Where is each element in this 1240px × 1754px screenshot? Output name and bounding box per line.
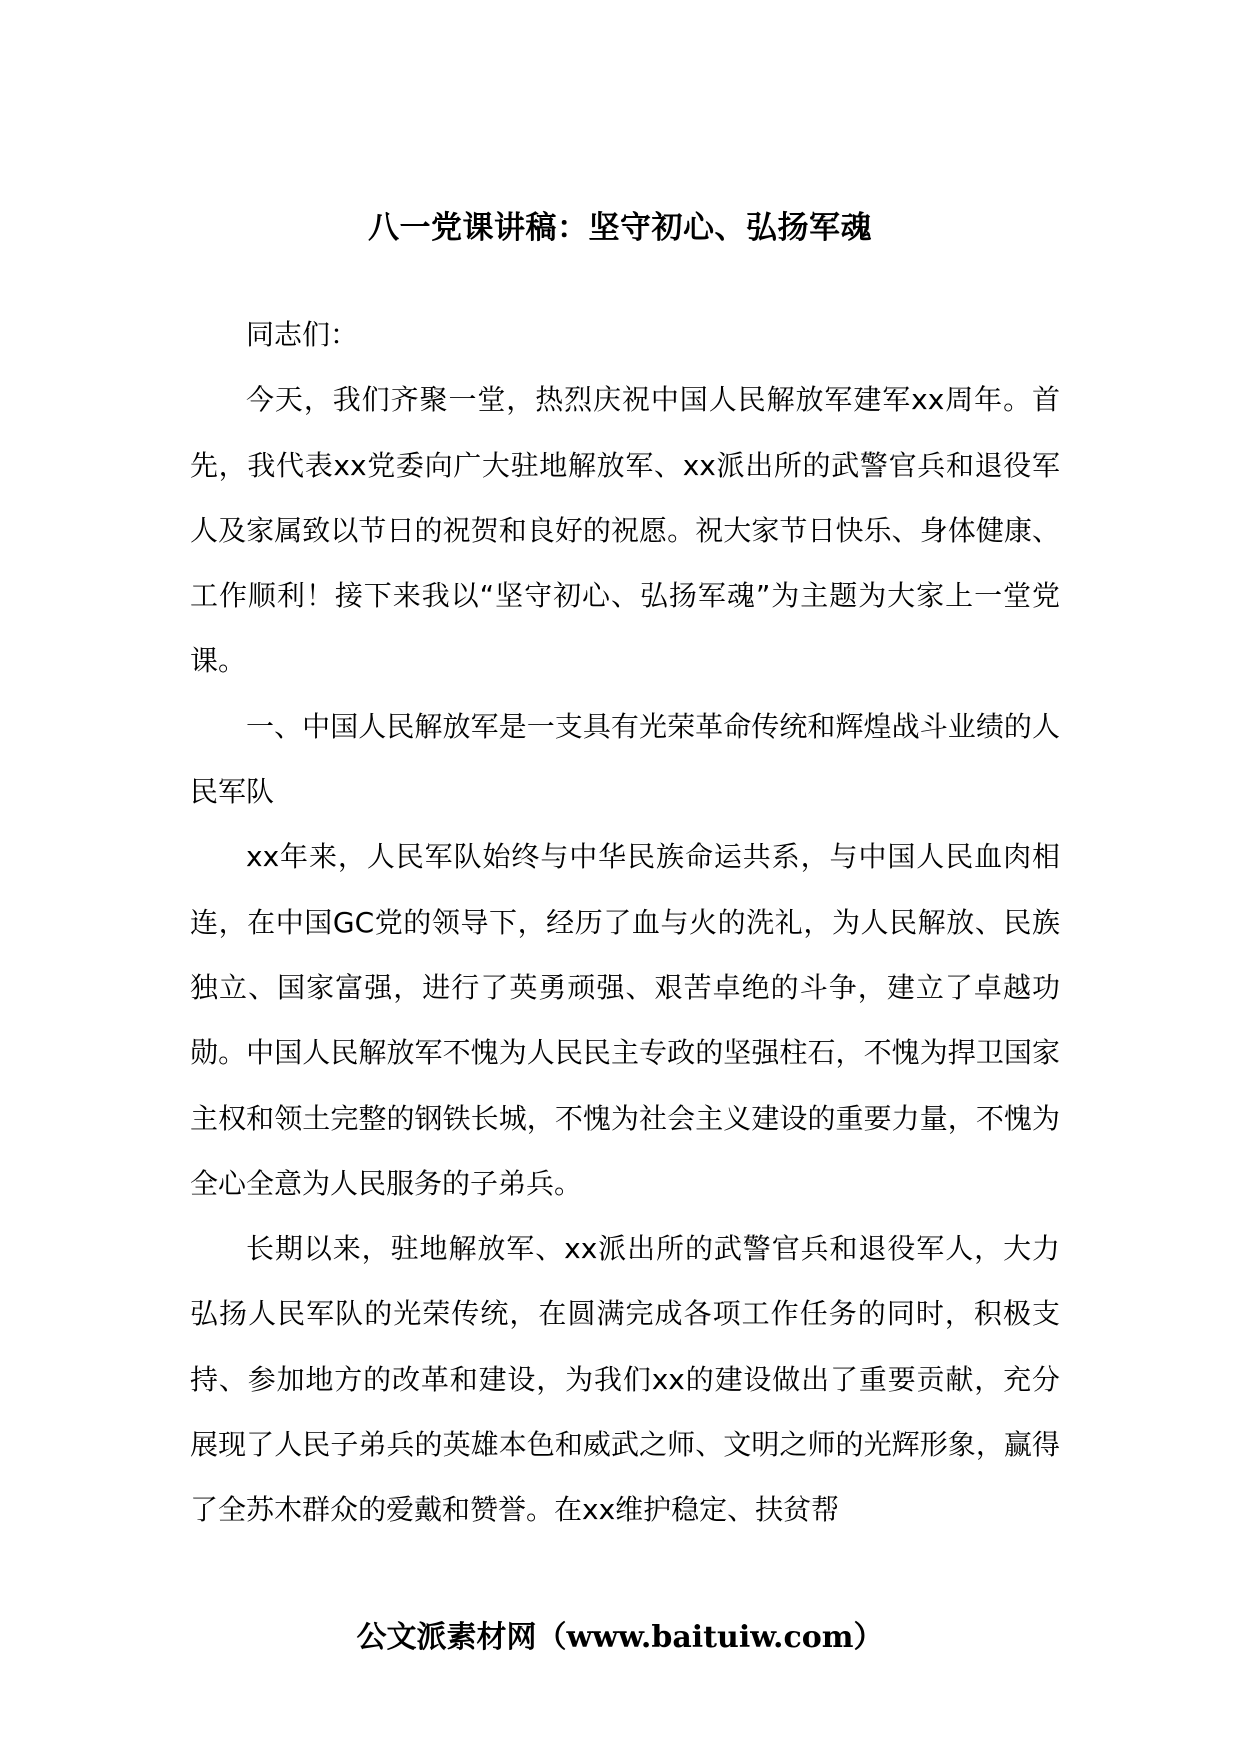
salutation-paragraph: 同志们：: [246, 318, 359, 351]
body-paragraph-history: xx年来，人民军队始终与中华民族命运共系，与中国人民血肉相连，在中国GC党的领导下，经历了血与火的洗礼，为人民解放、民族独立、国家富强，进行了英勇顽强、艰苦卓绝的斗争，建立了卓越功勋。中国人民解放军不愧为人民民主专政的坚强柱石，不愧为捍卫国家主权和领土完整的钢铁长城，不愧为社会主义建设的重要力量，不愧为全心全意为人民服务的子弟兵。: [190, 840, 1060, 1200]
document-body: [190, 302, 1060, 1543]
intro-paragraph: 今天，我们齐聚一堂，热烈庆祝中国人民解放军建军xx周年。首先，我代表xx党委向广大驻地解放军、xx派出所的武警官兵和退役军人及家属致以节日的祝贺和良好的祝愿。祝大家节日快乐、身体健康、工作顺利！接下来我以“坚守初心、弘扬军魂”为主题为大家上一堂党课。: [190, 383, 1060, 678]
document-title: 八一党课讲稿：坚守初心、弘扬军魂: [368, 210, 872, 246]
section-heading-1: 一、中国人民解放军是一支具有光荣革命传统和辉煌战斗业绩的人民军队: [190, 709, 1060, 809]
body-paragraph-contribution: 长期以来，驻地解放军、xx派出所的武警官兵和退役军人，大力弘扬人民军队的光荣传统，在圆满完成各项工作任务的同时，积极支持、参加地方的改革和建设，为我们xx的建设做出了重要贡献，充分展现了人民子弟兵的英雄本色和威武之师、文明之师的光辉形象，赢得了全苏木群众的爱戴和赞誉。在xx维护稳定、扶贫帮: [190, 1232, 1060, 1527]
watermark-footer: 公文派素材网（www.baituiw.com）: [356, 1620, 884, 1655]
